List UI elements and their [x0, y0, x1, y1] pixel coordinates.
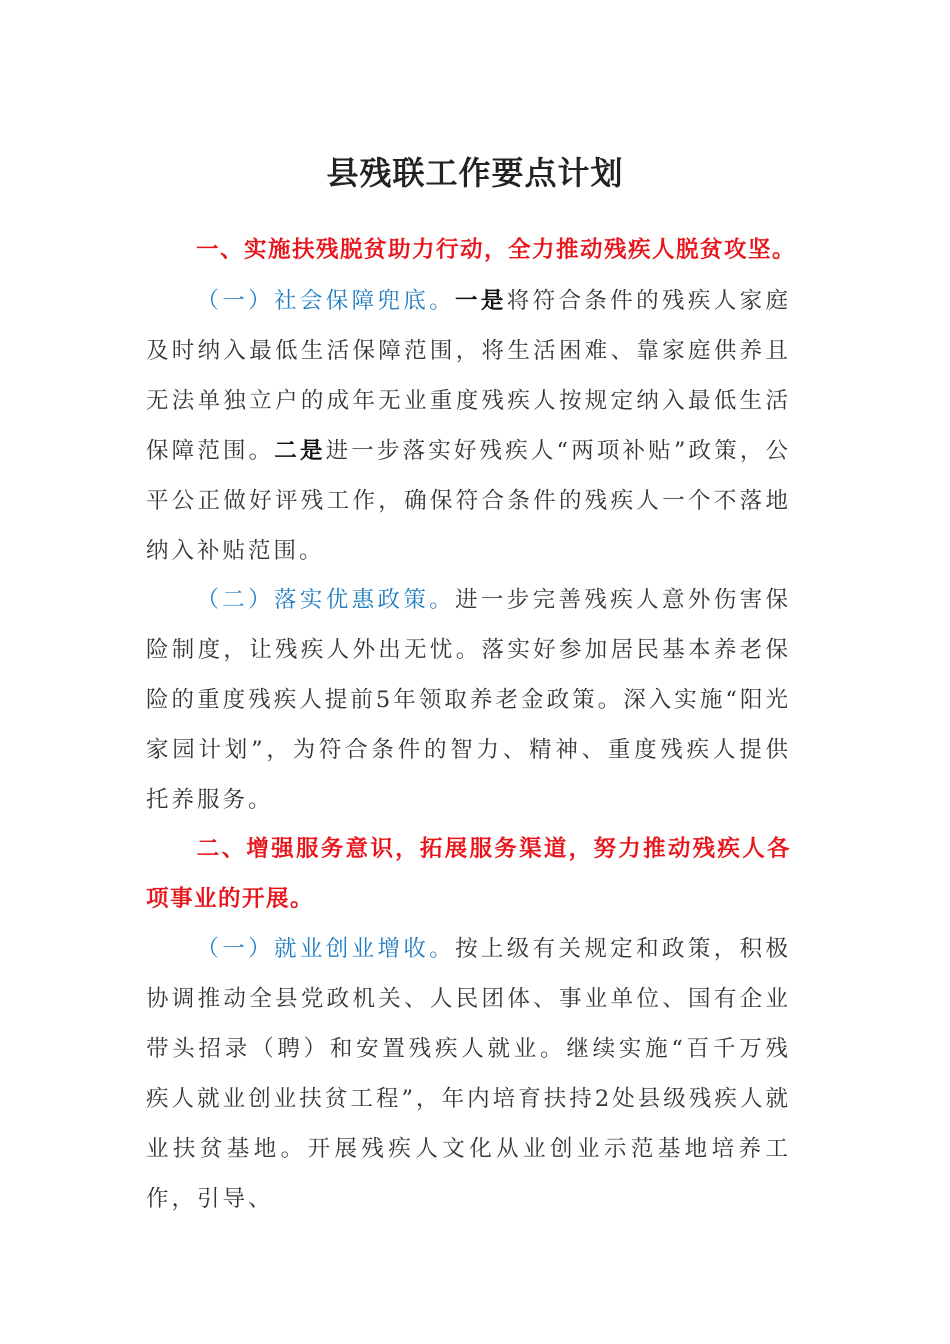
- section-2-paragraph-1: [146, 924, 791, 1224]
- subheading-employment: （一）就业创业增收。: [196, 936, 456, 962]
- emphasis-second: 二是: [274, 438, 326, 464]
- emphasis-first: 一是: [455, 288, 507, 314]
- section-2-heading: [146, 824, 791, 924]
- section-1-paragraph-1: [146, 276, 791, 576]
- section-1-paragraph-2: [146, 575, 791, 825]
- section-1-heading-text: 一、实施扶残脱贫助力行动，全力推动残疾人脱贫攻坚。: [196, 237, 797, 263]
- document-title: 县残联工作要点计划: [326, 154, 624, 192]
- section-1-heading: [146, 225, 806, 275]
- paragraph-text: 按上级有关规定和政策，积极协调推动全县党政机关、人民团体、事业单位、国有企业带头招录（聘）和安置残疾人就业。继续实施“百千万残疾人就业创业扶贫工程”，年内培育扶持2处县级残疾人就业扶贫基地。开展残疾人文化从业创业示范基地培养工作，引导、: [146, 936, 791, 1212]
- paragraph-text: 进一步落实好残疾人“两项补贴”政策，公平公正做好评残工作，确保符合条件的残疾人一个不落地纳入补贴范围。: [146, 438, 791, 564]
- subheading-preferential-policy: （二）落实优惠政策。: [196, 587, 456, 613]
- paragraph-text: 将符合条件的残疾人家庭及时纳入最低生活保障范围，将生活困难、靠家庭供养且无法单独立户的成年无业重度残疾人按规定纳入最低生活保障范围。: [146, 288, 791, 464]
- paragraph-text: 进一步完善残疾人意外伤害保险制度，让残疾人外出无忧。落实好参加居民基本养老保险的重度残疾人提前5年领取养老金政策。深入实施“阳光家园计划”，为符合条件的智力、精神、重度残疾人提供托养服务。: [146, 587, 791, 813]
- subheading-social-security: （一）社会保障兜底。: [196, 288, 456, 314]
- section-2-heading-text: 二、增强服务意识，拓展服务渠道，努力推动残疾人各项事业的开展。: [146, 836, 791, 912]
